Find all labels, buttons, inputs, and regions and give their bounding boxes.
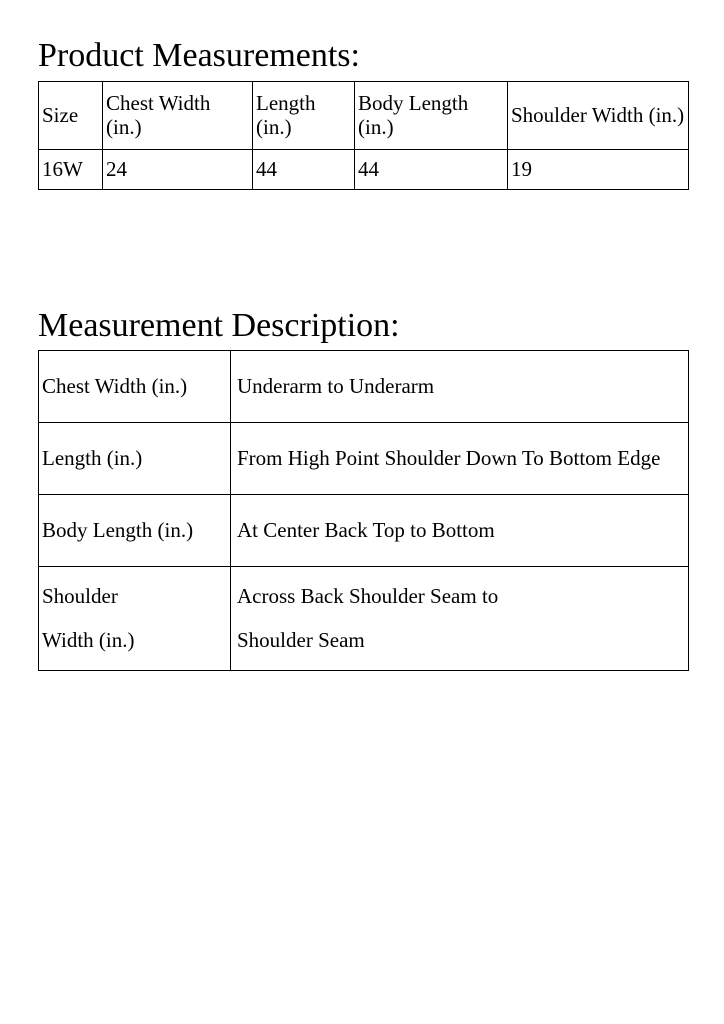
cell-size: 16W xyxy=(39,149,103,189)
definition-length: From High Point Shoulder Down To Bottom Edge xyxy=(231,423,689,495)
column-header-chest-width: Chest Width (in.) xyxy=(103,81,253,149)
definition-shoulder-width xyxy=(231,567,689,671)
column-header-shoulder-width: Shoulder Width (in.) xyxy=(508,81,689,149)
definition-body-length: At Center Back Top to Bottom xyxy=(231,495,689,567)
term-chest-width: Chest Width (in.) xyxy=(39,351,231,423)
term-shoulder-width-line1: Shoulder xyxy=(42,584,118,609)
cell-body-length: 44 xyxy=(355,149,508,189)
definition-shoulder-width-line2: Shoulder Seam xyxy=(237,628,365,653)
column-header-body-length: Body Length (in.) xyxy=(355,81,508,149)
definition-shoulder-width-line1: Across Back Shoulder Seam to xyxy=(237,584,499,609)
table-row xyxy=(39,567,689,671)
cell-shoulder-width: 19 xyxy=(508,149,689,189)
section-spacer xyxy=(38,190,688,308)
column-header-length: Length (in.) xyxy=(253,81,355,149)
cell-length: 44 xyxy=(253,149,355,189)
measurement-description-table xyxy=(38,350,689,671)
product-measurements-title: Product Measurements: xyxy=(38,37,360,74)
table-row xyxy=(39,351,689,423)
term-shoulder-width xyxy=(39,567,231,671)
term-body-length: Body Length (in.) xyxy=(39,495,231,567)
table-row xyxy=(39,423,689,495)
table-row xyxy=(39,149,689,189)
cell-chest-width: 24 xyxy=(103,149,253,189)
table-row xyxy=(39,495,689,567)
term-length: Length (in.) xyxy=(39,423,231,495)
product-measurements-table xyxy=(38,81,689,190)
term-shoulder-width-line2: Width (in.) xyxy=(42,628,135,653)
measurement-description-title: Measurement Description: xyxy=(38,306,400,344)
definition-chest-width: Underarm to Underarm xyxy=(231,351,689,423)
table-header-row xyxy=(39,81,689,149)
column-header-size: Size xyxy=(39,81,103,149)
